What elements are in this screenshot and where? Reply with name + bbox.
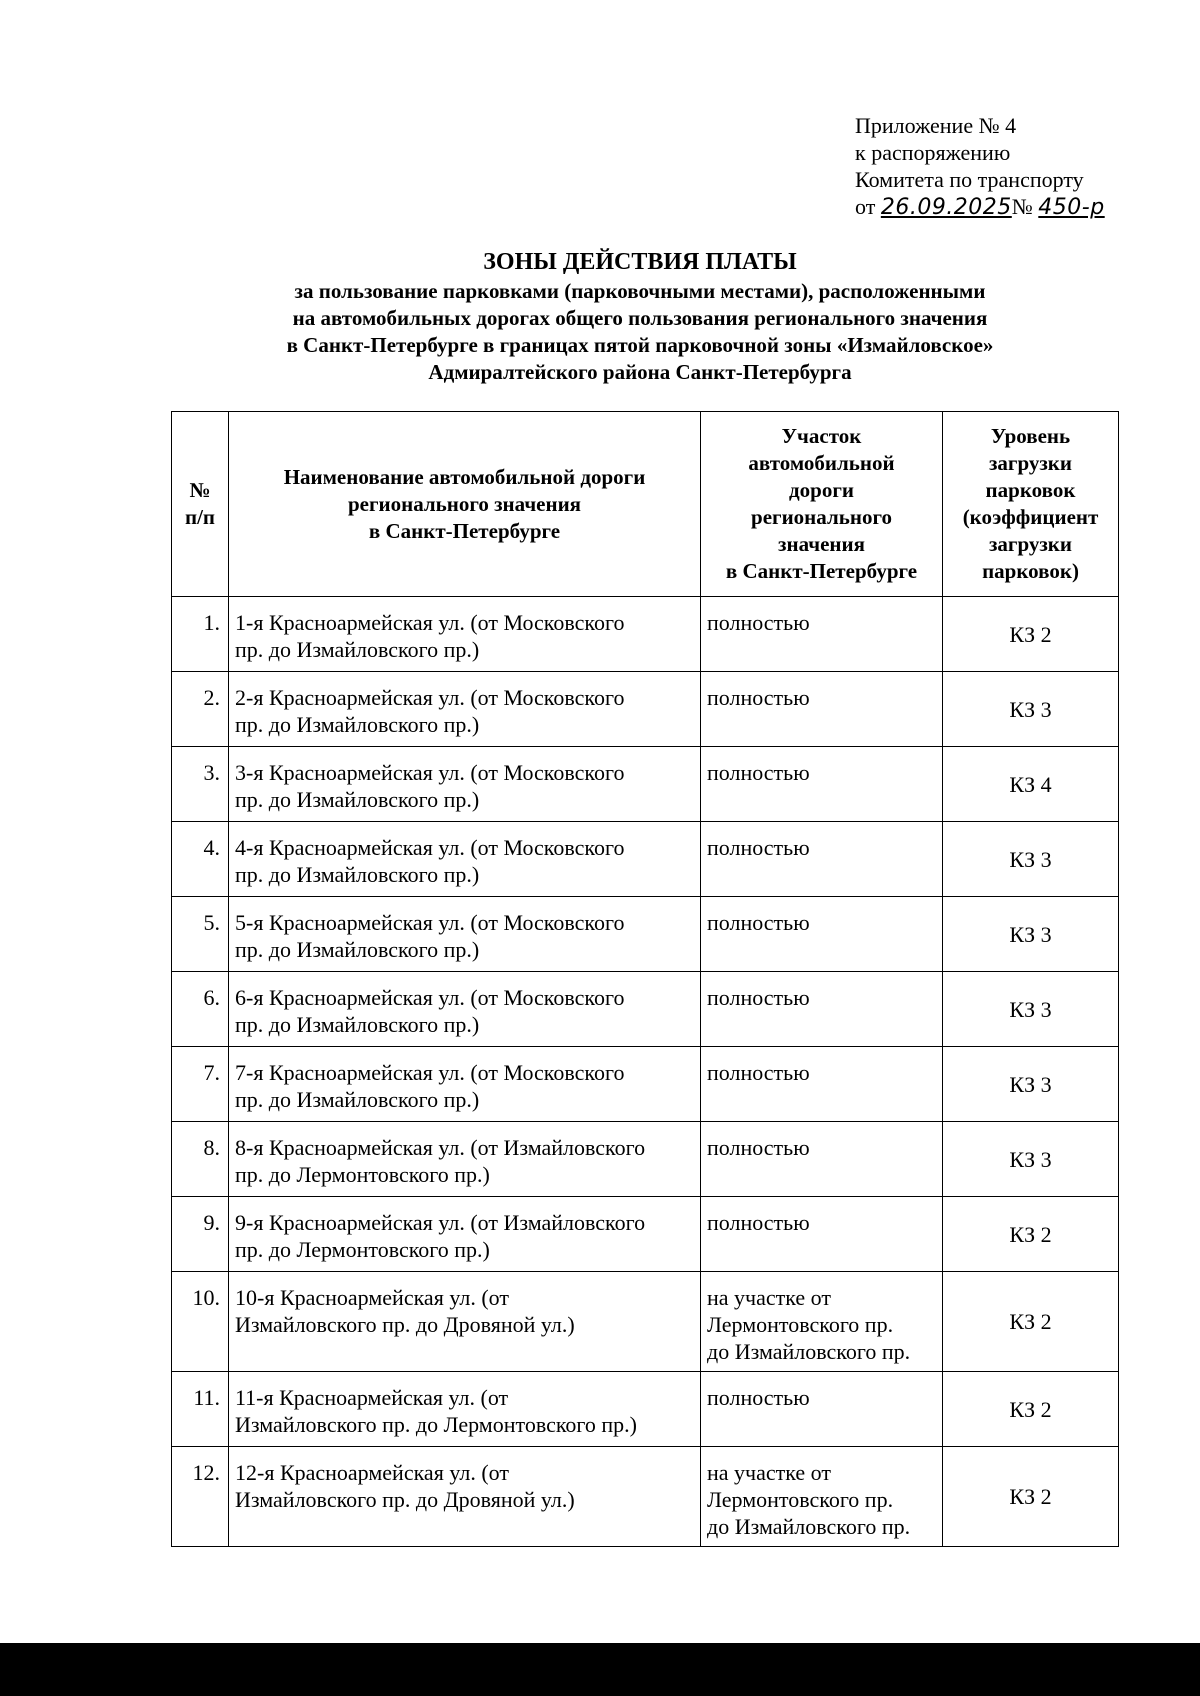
page-title: ЗОНЫ ДЕЙСТВИЯ ПЛАТЫ xyxy=(483,249,797,275)
appendix-line-1: Приложение № 4 xyxy=(855,113,1017,138)
subtitle-line-4: Адмиралтейского района Санкт-Петербурга xyxy=(428,360,852,384)
appendix-date: 26.09.2025 xyxy=(880,195,1012,220)
table-row xyxy=(172,1047,1119,1122)
header-num: № п/п xyxy=(172,412,229,597)
load-level: КЗ 3 xyxy=(943,1122,1119,1197)
load-level: КЗ 2 xyxy=(943,597,1119,672)
road-name: 9-я Красноармейская ул. (от Измайловского пр. до Лермонтовского пр.) xyxy=(229,1197,701,1272)
table-row xyxy=(172,1197,1119,1272)
subtitle-line-1: за пользование парковками (парковочными местами), расположенными xyxy=(294,279,986,303)
row-number: 12. xyxy=(172,1447,229,1547)
row-number: 7. xyxy=(172,1047,229,1122)
table-row xyxy=(172,597,1119,672)
road-name: 6-я Красноармейская ул. (от Московского пр. до Измайловского пр.) xyxy=(229,972,701,1047)
appendix-date-line xyxy=(855,193,1105,221)
row-number: 10. xyxy=(172,1272,229,1372)
road-name: 7-я Красноармейская ул. (от Московского пр. до Измайловского пр.) xyxy=(229,1047,701,1122)
appendix-number: 450-р xyxy=(1038,195,1105,220)
appendix-line-3: Комитета по транспорту xyxy=(855,167,1084,192)
row-number: 9. xyxy=(172,1197,229,1272)
road-name: 3-я Красноармейская ул. (от Московского пр. до Измайловского пр.) xyxy=(229,747,701,822)
row-number: 11. xyxy=(172,1372,229,1447)
document-heading xyxy=(170,246,1110,386)
row-number: 6. xyxy=(172,972,229,1047)
road-section: полностью xyxy=(701,672,943,747)
subtitle-line-2: на автомобильных дорогах общего пользования регионального значения xyxy=(292,306,988,330)
road-section: на участке от Лермонтовского пр. до Измайловского пр. xyxy=(701,1272,943,1372)
load-level: КЗ 3 xyxy=(943,822,1119,897)
load-level: КЗ 2 xyxy=(943,1272,1119,1372)
appendix-block xyxy=(855,112,1105,221)
road-section: полностью xyxy=(701,1197,943,1272)
table-row xyxy=(172,972,1119,1047)
header-load-level: Уровень загрузки парковок (коэффициент загрузки парковок) xyxy=(943,412,1119,597)
load-level: КЗ 2 xyxy=(943,1447,1119,1547)
scan-bottom-edge xyxy=(0,1643,1200,1696)
table-row xyxy=(172,1372,1119,1447)
road-name: 5-я Красноармейская ул. (от Московского пр. до Измайловского пр.) xyxy=(229,897,701,972)
load-level: КЗ 2 xyxy=(943,1372,1119,1447)
load-level: КЗ 3 xyxy=(943,672,1119,747)
table-header-row xyxy=(172,412,1119,597)
road-name: 1-я Красноармейская ул. (от Московского пр. до Измайловского пр.) xyxy=(229,597,701,672)
road-name: 4-я Красноармейская ул. (от Московского пр. до Измайловского пр.) xyxy=(229,822,701,897)
row-number: 5. xyxy=(172,897,229,972)
road-section: полностью xyxy=(701,897,943,972)
road-section: полностью xyxy=(701,747,943,822)
row-number: 4. xyxy=(172,822,229,897)
appendix-number-label: № xyxy=(1011,194,1033,219)
load-level: КЗ 4 xyxy=(943,747,1119,822)
table-row xyxy=(172,1272,1119,1372)
row-number: 2. xyxy=(172,672,229,747)
row-number: 1. xyxy=(172,597,229,672)
road-name: 10-я Красноармейская ул. (от Измайловского пр. до Дровяной ул.) xyxy=(229,1272,701,1372)
appendix-line-2: к распоряжению xyxy=(855,140,1011,165)
header-section: Участок автомобильной дороги регионального значения в Санкт-Петербурге xyxy=(701,412,943,597)
road-section: полностью xyxy=(701,597,943,672)
load-level: КЗ 3 xyxy=(943,972,1119,1047)
road-name: 8-я Красноармейская ул. (от Измайловского пр. до Лермонтовского пр.) xyxy=(229,1122,701,1197)
load-level: КЗ 3 xyxy=(943,897,1119,972)
table-row xyxy=(172,672,1119,747)
table-row xyxy=(172,822,1119,897)
road-section: полностью xyxy=(701,1122,943,1197)
load-level: КЗ 2 xyxy=(943,1197,1119,1272)
road-name: 12-я Красноармейская ул. (от Измайловского пр. до Дровяной ул.) xyxy=(229,1447,701,1547)
road-section: полностью xyxy=(701,972,943,1047)
table-row xyxy=(172,1447,1119,1547)
road-name: 11-я Красноармейская ул. (от Измайловского пр. до Лермонтовского пр.) xyxy=(229,1372,701,1447)
road-section: полностью xyxy=(701,822,943,897)
road-section: на участке от Лермонтовского пр. до Измайловского пр. xyxy=(701,1447,943,1547)
subtitle-line-3: в Санкт-Петербурге в границах пятой парковочной зоны «Измайловское» xyxy=(286,333,994,357)
row-number: 8. xyxy=(172,1122,229,1197)
parking-zones-table xyxy=(171,411,1119,1547)
road-name: 2-я Красноармейская ул. (от Московского пр. до Измайловского пр.) xyxy=(229,672,701,747)
appendix-from-label: от xyxy=(855,194,876,219)
road-section: полностью xyxy=(701,1047,943,1122)
table-row xyxy=(172,1122,1119,1197)
header-road-name: Наименование автомобильной дороги регионального значения в Санкт-Петербурге xyxy=(229,412,701,597)
table-row xyxy=(172,897,1119,972)
road-section: полностью xyxy=(701,1372,943,1447)
row-number: 3. xyxy=(172,747,229,822)
table-row xyxy=(172,747,1119,822)
load-level: КЗ 3 xyxy=(943,1047,1119,1122)
